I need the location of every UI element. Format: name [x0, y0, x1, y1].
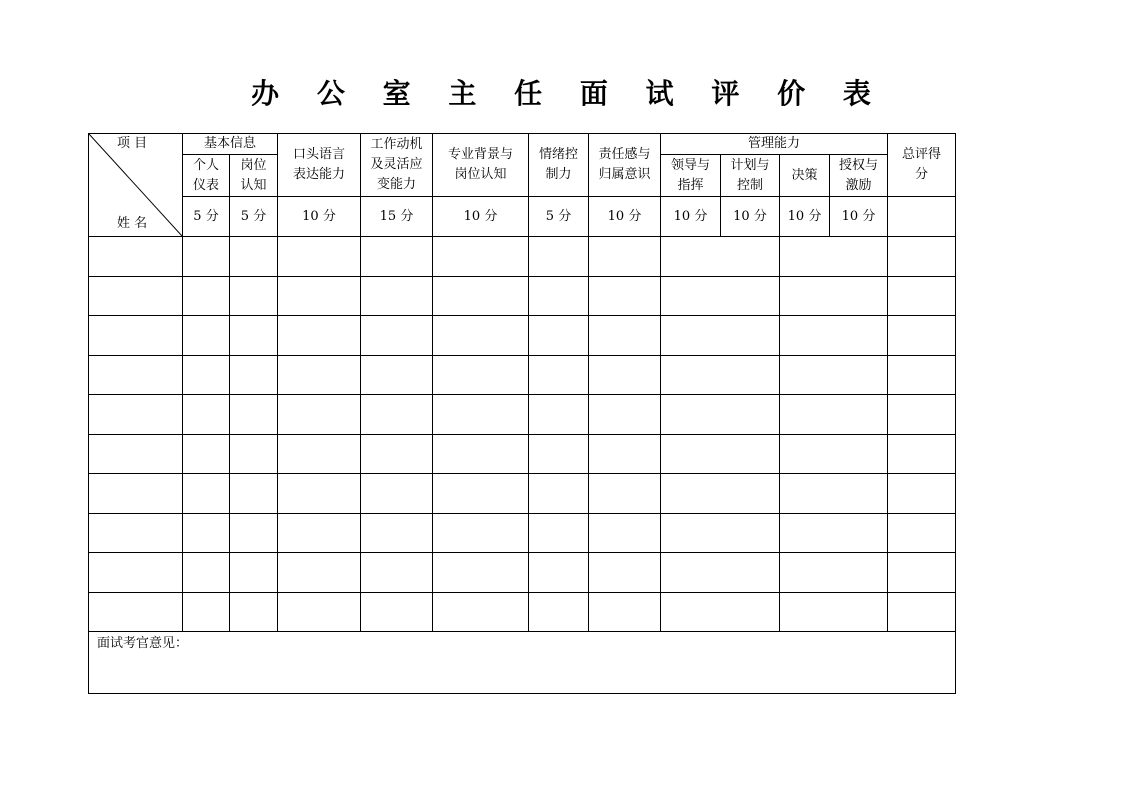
score-cell[interactable]: [433, 316, 529, 356]
score-cell[interactable]: [183, 592, 230, 632]
score-cell[interactable]: [361, 316, 433, 356]
score-cell[interactable]: [661, 395, 780, 435]
score-cell[interactable]: [780, 553, 888, 593]
score-cell[interactable]: [361, 474, 433, 514]
score-cell[interactable]: [589, 395, 661, 435]
candidate-row: [89, 276, 956, 316]
score-cell[interactable]: [278, 553, 361, 593]
candidate-row: [89, 434, 956, 474]
name-label: 姓 名: [117, 216, 148, 231]
score-cell[interactable]: [589, 434, 661, 474]
score-cell[interactable]: [278, 395, 361, 435]
score-cell[interactable]: [529, 395, 589, 435]
score-oral-expression: 10 分: [278, 197, 361, 237]
score-cell[interactable]: [661, 474, 780, 514]
name-cell[interactable]: [89, 395, 183, 435]
score-cell[interactable]: [589, 316, 661, 356]
score-cell[interactable]: [278, 276, 361, 316]
score-cell[interactable]: [589, 592, 661, 632]
score-cell[interactable]: [183, 395, 230, 435]
score-leadership: 10 分: [661, 197, 721, 237]
name-cell[interactable]: [89, 316, 183, 356]
score-cell[interactable]: [589, 474, 661, 514]
score-cell[interactable]: [183, 355, 230, 395]
work-motivation-header: 工作动机 及灵活应 变能力: [361, 134, 433, 197]
score-cell[interactable]: [361, 513, 433, 553]
score-cell[interactable]: [661, 237, 780, 277]
score-cell[interactable]: [183, 553, 230, 593]
score-cell[interactable]: [529, 553, 589, 593]
post-recognition-header: 岗位 认知: [230, 155, 278, 197]
examiner-opinion-field[interactable]: [89, 632, 956, 694]
candidate-row: [89, 316, 956, 356]
score-cell[interactable]: [780, 513, 888, 553]
score-cell[interactable]: [361, 592, 433, 632]
score-work-motivation: 15 分: [361, 197, 433, 237]
score-cell[interactable]: [278, 592, 361, 632]
score-total: [888, 197, 956, 237]
basic-info-header: 基本信息: [183, 134, 278, 155]
score-cell[interactable]: [529, 434, 589, 474]
total-cell[interactable]: [888, 592, 956, 632]
total-cell[interactable]: [888, 553, 956, 593]
name-cell[interactable]: [89, 592, 183, 632]
score-cell[interactable]: [529, 513, 589, 553]
score-cell[interactable]: [529, 592, 589, 632]
score-cell[interactable]: [529, 316, 589, 356]
score-cell[interactable]: [183, 276, 230, 316]
score-cell[interactable]: [183, 513, 230, 553]
candidate-row: [89, 592, 956, 632]
name-cell[interactable]: [89, 553, 183, 593]
name-cell[interactable]: [89, 237, 183, 277]
score-cell[interactable]: [661, 513, 780, 553]
candidate-row: [89, 553, 956, 593]
score-cell[interactable]: [361, 434, 433, 474]
score-cell[interactable]: [433, 276, 529, 316]
background-recognition-header: 专业背景与 岗位认知: [433, 134, 529, 197]
page-title: 办 公 室 主 任 面 试 评 价 表: [251, 77, 885, 110]
name-cell[interactable]: [89, 474, 183, 514]
score-cell[interactable]: [183, 434, 230, 474]
name-cell[interactable]: [89, 434, 183, 474]
score-cell[interactable]: [589, 276, 661, 316]
score-cell[interactable]: [230, 513, 278, 553]
score-cell[interactable]: [529, 355, 589, 395]
score-cell[interactable]: [230, 316, 278, 356]
score-cell[interactable]: [361, 237, 433, 277]
planning-header: 计划与 控制: [721, 155, 780, 197]
score-cell[interactable]: [433, 395, 529, 435]
total-cell[interactable]: [888, 434, 956, 474]
score-cell[interactable]: [230, 592, 278, 632]
score-cell[interactable]: [278, 434, 361, 474]
management-header: 管理能力: [661, 134, 888, 155]
oral-expression-header: 口头语言 表达能力: [278, 134, 361, 197]
score-cell[interactable]: [278, 355, 361, 395]
candidate-row: [89, 395, 956, 435]
score-cell[interactable]: [780, 434, 888, 474]
responsibility-header: 责任感与 归属意识: [589, 134, 661, 197]
score-cell[interactable]: [661, 592, 780, 632]
score-cell[interactable]: [661, 434, 780, 474]
score-post-recognition: 5 分: [230, 197, 278, 237]
name-cell[interactable]: [89, 513, 183, 553]
score-cell[interactable]: [589, 513, 661, 553]
score-cell[interactable]: [780, 395, 888, 435]
score-delegation: 10 分: [830, 197, 888, 237]
score-cell[interactable]: [433, 513, 529, 553]
score-cell[interactable]: [230, 434, 278, 474]
score-cell[interactable]: [183, 474, 230, 514]
score-cell[interactable]: [780, 474, 888, 514]
score-cell[interactable]: [183, 237, 230, 277]
item-label: 项 目: [117, 136, 148, 151]
personal-appearance-header: 个人 仪表: [183, 155, 230, 197]
score-cell[interactable]: [183, 316, 230, 356]
score-cell[interactable]: [278, 316, 361, 356]
score-cell[interactable]: [433, 553, 529, 593]
score-responsibility: 10 分: [589, 197, 661, 237]
score-cell[interactable]: [529, 276, 589, 316]
examiner-opinion-label: 面试考官意见：: [97, 636, 189, 651]
candidate-row: [89, 474, 956, 514]
score-cell[interactable]: [230, 553, 278, 593]
score-cell[interactable]: [661, 276, 780, 316]
total-cell[interactable]: [888, 355, 956, 395]
score-cell[interactable]: [661, 553, 780, 593]
candidate-row: [89, 237, 956, 277]
emotion-control-header: 情绪控 制力: [529, 134, 589, 197]
total-cell[interactable]: [888, 395, 956, 435]
decision-header: 决策: [780, 155, 830, 197]
score-cell[interactable]: [230, 355, 278, 395]
score-background-recognition: 10 分: [433, 197, 529, 237]
score-cell[interactable]: [230, 395, 278, 435]
score-cell[interactable]: [780, 592, 888, 632]
score-cell[interactable]: [589, 553, 661, 593]
score-cell[interactable]: [230, 237, 278, 277]
score-cell[interactable]: [278, 474, 361, 514]
total-cell[interactable]: [888, 237, 956, 277]
candidate-row: [89, 513, 956, 553]
total-cell[interactable]: [888, 276, 956, 316]
score-cell[interactable]: [433, 237, 529, 277]
score-cell[interactable]: [661, 355, 780, 395]
total-cell[interactable]: [888, 316, 956, 356]
evaluation-table: [88, 133, 956, 694]
score-cell[interactable]: [529, 237, 589, 277]
score-cell[interactable]: [361, 355, 433, 395]
score-cell[interactable]: [278, 513, 361, 553]
score-cell[interactable]: [433, 355, 529, 395]
score-cell[interactable]: [780, 316, 888, 356]
name-cell[interactable]: [89, 276, 183, 316]
score-personal-appearance: 5 分: [183, 197, 230, 237]
score-cell[interactable]: [589, 237, 661, 277]
score-cell[interactable]: [433, 474, 529, 514]
leadership-header: 领导与 指挥: [661, 155, 721, 197]
score-planning: 10 分: [721, 197, 780, 237]
score-cell[interactable]: [589, 355, 661, 395]
score-cell[interactable]: [661, 316, 780, 356]
score-cell[interactable]: [230, 474, 278, 514]
score-cell[interactable]: [780, 276, 888, 316]
total-cell[interactable]: [888, 474, 956, 514]
score-cell[interactable]: [529, 474, 589, 514]
score-cell[interactable]: [361, 553, 433, 593]
score-cell[interactable]: [361, 395, 433, 435]
score-cell[interactable]: [433, 434, 529, 474]
score-cell[interactable]: [433, 592, 529, 632]
score-cell[interactable]: [780, 237, 888, 277]
delegation-header: 授权与 激励: [830, 155, 888, 197]
total-cell[interactable]: [888, 513, 956, 553]
score-cell[interactable]: [780, 355, 888, 395]
candidate-row: [89, 355, 956, 395]
diagonal-header-cell: [89, 134, 183, 237]
score-cell[interactable]: [361, 276, 433, 316]
score-decision: 10 分: [780, 197, 830, 237]
score-cell[interactable]: [278, 237, 361, 277]
score-emotion-control: 5 分: [529, 197, 589, 237]
total-score-header: 总评得 分: [888, 134, 956, 197]
name-cell[interactable]: [89, 355, 183, 395]
score-cell[interactable]: [230, 276, 278, 316]
